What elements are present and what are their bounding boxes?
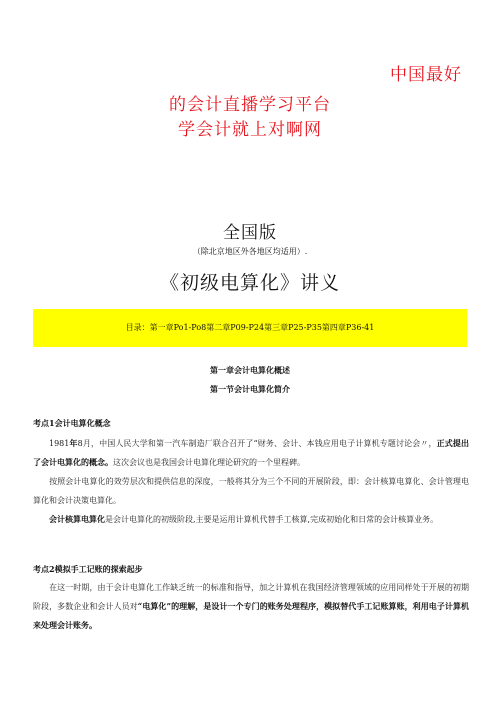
kp1-p3-text: 是会计电算化的初级阶段,主要是运用计算机代替手工核算,完成初始化和日常的会计核算业务。 [105,515,439,524]
kp1-year: 1981 [49,439,70,448]
key-point-2-title: 考点2模拟手工记账的探索起步 [33,564,143,574]
kp2-p1-emphasis: “电算化”的理解，是设计一个专门的账务处理程序，模拟替代手工记账算账，利用电子计算机来处理会计账务。 [33,601,469,630]
key-point-1-paragraph-3 [33,510,469,529]
kp1-year-suffix: 年 [69,438,78,448]
kp1-p2-text: 按照会计电算化的效劳层次和提供信息的深度，一般将其分为三个不同的开展阶段，即：会计核算电算化、会计管理电算化和会计决策电算化。 [33,477,469,505]
kp2-p1-text: 在这一时期，由于会计电算化工作缺乏统一的标准和指导，加之计算机在我国经济管理领域的应用同样处于开展的初期阶段，多数企业和会计人员对 [33,583,469,611]
document-title: 《初级电算化》讲义 [159,272,340,294]
kp1-p1-emphasis: 正式提出了会计电算化的概念。 [33,438,469,467]
kp1-p3-term: 会计核算电算化 [49,514,105,524]
key-point-1-title: 考点1会计电算化概念 [33,418,111,428]
section-heading: 第一节会计电算化简介 [210,384,290,394]
key-point-1-paragraph-2 [33,472,469,510]
scope-note: （除北京地区外各地区均适用）. [192,247,308,256]
edition-label: 全国版 [223,223,277,243]
header-slogan-line2: 的会计直播学习平台 [169,95,331,115]
table-of-contents: 目录：第一章Po1-Po8第二章P09-P24第三章P25-P35第四章P36-41 [125,323,375,332]
header-slogan-line1: 中国最好 [390,65,462,85]
key-point-2-paragraph-1 [33,578,469,635]
kp1-p1-tail: 这次会议也是我国会计电算化理论研究的一个里程碑。 [113,458,305,467]
key-point-1-paragraph-1 [33,434,469,472]
chapter-heading: 第一章会计电算化概述 [210,365,290,375]
kp1-p1-text: 8月，中国人民大学和第一汽车制造厂联合召开了“财务、会计、本钱应用电子计算机专题讨论会〃， [77,439,437,448]
header-slogan-line3: 学会计就上对啊网 [178,120,322,140]
